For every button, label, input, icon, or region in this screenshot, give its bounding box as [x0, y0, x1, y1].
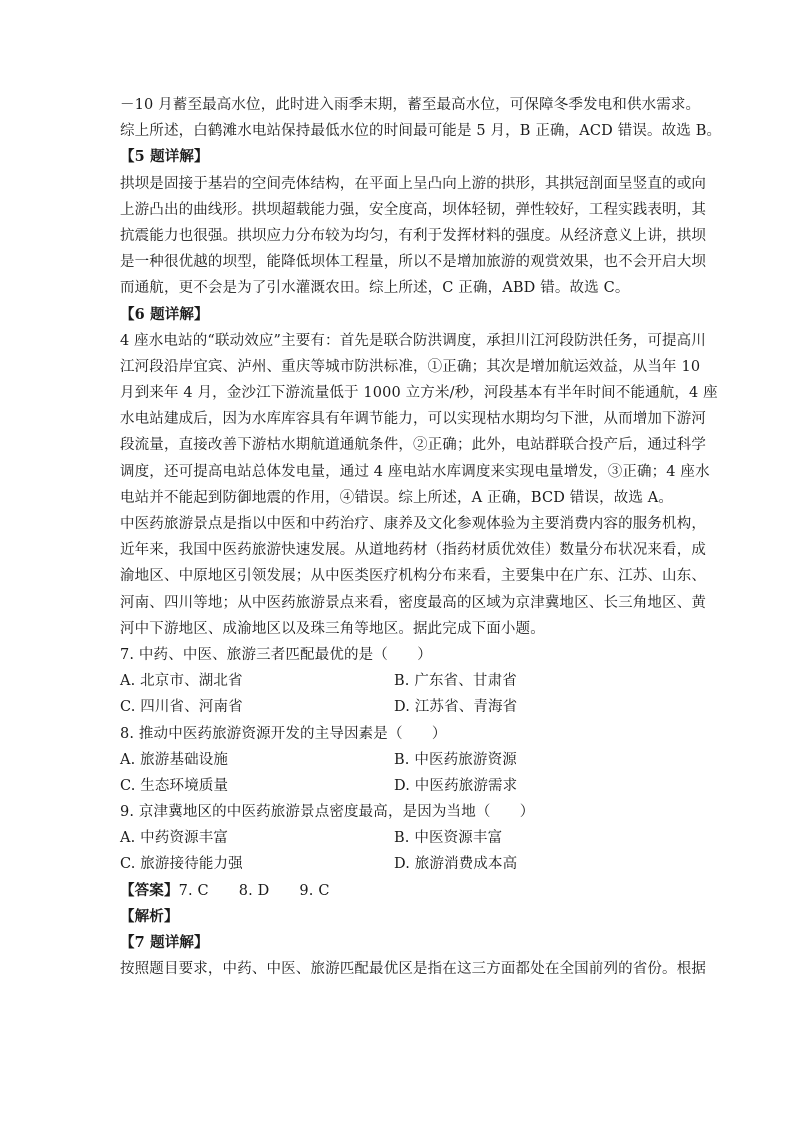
q6-line: 月到来年 4 月，金沙江下游流量低于 1000 立方米/秒，河段基本有半年时间不能通航，4 座 — [120, 385, 718, 402]
option-b[interactable]: B. 中医药旅游资源 — [394, 751, 517, 768]
material-line: 近年来，我国中医药旅游快速发展。从道地药材（指药材质优效佳）数量分布状况来看，成 — [120, 542, 706, 559]
paragraph-line: －10 月蓄至最高水位，此时进入雨季末期，蓄至最高水位，可保障冬季发电和供水需求。 — [120, 97, 701, 113]
q5-line: 抗震能力也很强。拱坝应力分布较为均匀，有利于发挥材料的强度。从经济意义上讲，拱坝 — [120, 227, 706, 244]
option-d[interactable]: D. 中医药旅游需求 — [394, 777, 518, 794]
option-c[interactable]: C. 旅游接待能力强 — [120, 856, 243, 873]
options-row — [120, 851, 680, 877]
analysis-heading: 【解析】 — [120, 907, 179, 925]
option-c[interactable]: C. 生态环境质量 — [120, 777, 229, 794]
q7-heading: 【7 题详解】 — [120, 934, 209, 951]
q5-heading: 【5 题详解】 — [120, 148, 209, 166]
options-row — [120, 747, 680, 773]
option-b[interactable]: B. 中医资源丰富 — [394, 830, 503, 847]
q6-line: 调度，还可提高电站总体发电量，通过 4 座电站水库调度来实现电量增发，③正确；4 座水 — [120, 463, 710, 480]
q6-line: 江河段沿岸宜宾、泸州、重庆等城市防洪标准，①正确；其次是增加航运效益，从当年 10 — [120, 358, 701, 375]
answer-item: 9. C — [299, 882, 330, 899]
q6-line: 4 座水电站的“联动效应”主要有：首先是联合防洪调度，承担川江河段防洪任务，可提高川 — [120, 332, 706, 349]
q5-line: 上游凸出的曲线形。拱坝超载能力强，安全度高，坝体轻韧，弹性较好，工程实践表明，其 — [120, 201, 706, 218]
option-a[interactable]: A. 中药资源丰富 — [120, 830, 229, 847]
material-line: 河中下游地区、成渝地区以及珠三角等地区。据此完成下面小题。 — [120, 620, 545, 637]
paragraph-line: 综上所述，白鹤滩水电站保持最低水位的时间最可能是 5 月，B 正确，ACD 错误。故选 B。 — [120, 123, 722, 140]
options-row — [120, 773, 680, 799]
option-a[interactable]: A. 北京市、湖北省 — [120, 673, 243, 690]
option-a[interactable]: A. 旅游基础设施 — [120, 751, 229, 768]
option-c[interactable]: C. 四川省、河南省 — [120, 699, 243, 716]
options-row — [120, 694, 680, 720]
q5-line: 是一种很优越的坝型，能降低坝体工程量，所以不是增加旅游的观赏效果，也不会开启大坝 — [120, 254, 706, 271]
options-row — [120, 825, 680, 851]
answer-item: 8. D — [238, 882, 270, 899]
document-page — [120, 92, 722, 982]
option-d[interactable]: D. 旅游消费成本高 — [394, 856, 518, 873]
q6-line: 水电站建成后，因为水库库容具有年调节能力，可以实现枯水期均匀下泄，从而增加下游河 — [120, 411, 706, 428]
material-line: 中医药旅游景点是指以中医和中药治疗、康养及文化参观体验为主要消费内容的服务机构， — [120, 516, 706, 532]
question-stem-8: 8. 推动中医药旅游资源开发的主导因素是（ ） — [120, 725, 447, 742]
question-stem-9: 9. 京津冀地区的中医药旅游景点密度最高，是因为当地（ ） — [120, 804, 535, 821]
material-line: 渝地区、中原地区引领发展；从中医类医疗机构分布来看，主要集中在广东、江苏、山东、 — [120, 568, 706, 585]
options-row — [120, 668, 680, 694]
option-d[interactable]: D. 江苏省、青海省 — [394, 699, 518, 716]
answer-item: 7. C — [178, 882, 209, 899]
answer-row — [120, 878, 680, 904]
option-b[interactable]: B. 广东省、甘肃省 — [394, 673, 517, 690]
q6-line: 段流量，直接改善下游枯水期航道通航条件，②正确；此外，电站群联合投产后，通过科学 — [120, 437, 706, 454]
q5-line: 而通航，更不会是为了引水灌溉农田。综上所述，C 正确，ABD 错。故选 C。 — [120, 280, 630, 297]
material-line: 河南、四川等地；从中医药旅游景点来看，密度最高的区域为京津冀地区、长三角地区、黄 — [120, 594, 706, 611]
q6-line: 电站并不能起到防御地震的作用，④错误。综上所述，A 正确，BCD 错误，故选 A。 — [120, 489, 674, 506]
q5-line: 拱坝是固接于基岩的空间壳体结构，在平面上呈凸向上游的拱形，其拱冠剖面呈竖直的或向 — [120, 175, 706, 192]
answer-label: 【答案】 — [120, 881, 179, 899]
q7-line: 按照题目要求，中药、中医、旅游匹配最优区是指在这三方面都处在全国前列的省份。根据 — [120, 961, 706, 978]
q6-heading: 【6 题详解】 — [120, 305, 209, 323]
question-stem-7: 7. 中药、中医、旅游三者匹配最优的是（ ） — [120, 646, 432, 663]
